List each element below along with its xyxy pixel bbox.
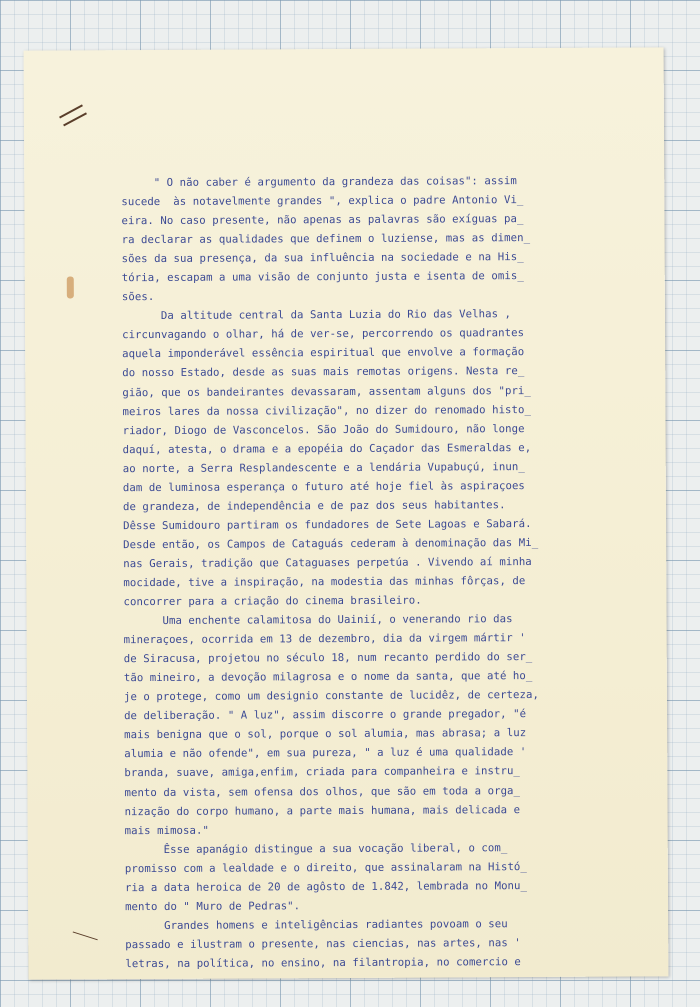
text-line: aquela imponderável essência espiritual que envolve a formação bbox=[122, 345, 525, 361]
text-line: tão mineiro, a devoção milagrosa e o nome da santa, que até ho_ bbox=[123, 669, 533, 685]
text-line: mais benigna que o sol, porque o sol alumia, mas abrasa; a luz bbox=[124, 726, 527, 742]
text-line: de Siracusa, projetou no século 18, num recanto perdido do ser_ bbox=[123, 650, 533, 666]
text-line: do nosso Estado, desde as suas mais remotas origens. Nesta re_ bbox=[122, 364, 525, 380]
text-line: eira. No caso presente, não apenas as palavras são exíguas pa_ bbox=[121, 212, 524, 228]
text-line: mocidade, tive a inspiração, na modestia das minhas fôrças, de bbox=[123, 574, 526, 590]
text-line: Grandes homens e inteligências radiantes povoam o seu bbox=[125, 916, 508, 932]
text-line: riador, Diogo de Vasconcelos. São João do Sumidouro, não longe bbox=[122, 421, 525, 437]
text-line: de deliberação. " A luz", assim discorre o grande pregador, "é bbox=[124, 707, 527, 723]
text-line: passado e ilustram o presente, nas ciencias, nas artes, nas ' bbox=[125, 935, 521, 952]
text-line: Dêsse Sumidouro partiram os fundadores de Sete Lagoas e Sabará. bbox=[123, 516, 532, 533]
text-line: ao norte, a Serra Resplandescente e a lendária Vupabuçú, inun_ bbox=[122, 459, 525, 475]
text-line: je o protege, como um designio constante de lucidêz, de certeza, bbox=[123, 688, 540, 704]
text-line: meiros lares da nossa civilização", no dizer do renomado histo_ bbox=[122, 402, 532, 418]
text-line: mineraçoes, ocorrida em 13 de dezembro, dia da virgem mártir ' bbox=[123, 631, 526, 647]
text-line: " O não caber é argumento da grandeza das coisas": assim bbox=[121, 174, 517, 190]
text-line: mento do " Muro de Pedras". bbox=[125, 899, 301, 913]
text-line: ria a data heroica de 20 de agôsto de 1.842, lembrada no Monu_ bbox=[124, 878, 528, 894]
text-line: mento da vista, sem ofensa dos olhos, que são em toda a orga_ bbox=[124, 783, 521, 799]
text-line: alumia e não ofende", em sua pureza, " a luz é uma qualidade ' bbox=[124, 745, 527, 761]
text-line: promisso com a lealdade e o direito, que assinalaram na Histó_ bbox=[124, 859, 527, 875]
text-line: ra declarar as qualidades que definem o luziense, mas as dimen_ bbox=[121, 231, 531, 247]
text-line: sucede às notavelmente grandes ", explica o padre Antonio Vi_ bbox=[121, 193, 524, 209]
text-line: nização do corpo humano, a parte mais humana, mais delicada e bbox=[124, 802, 521, 818]
typewritten-page bbox=[24, 47, 669, 979]
text-line: Uma enchente calamitosa do Uainií, o venerando rio das bbox=[123, 612, 513, 628]
text-line: sões da sua presença, da sua influência na sociedade e na His_ bbox=[121, 250, 524, 266]
text-line: mais mimosa." bbox=[124, 823, 210, 837]
pen-mark bbox=[63, 112, 87, 126]
text-line: sões. bbox=[121, 290, 155, 304]
rust-stain bbox=[67, 276, 74, 298]
text-line: Da altitude central da Santa Luzia do Rio das Velhas , bbox=[121, 307, 512, 323]
pen-mark bbox=[73, 931, 98, 940]
text-line: gião, que os bandeirantes devassaram, assentam alguns dos "pri_ bbox=[122, 383, 531, 399]
text-line: Desde então, os Campos de Cataguás cederam à denominação das Mi_ bbox=[123, 535, 539, 552]
text-line: letras, na política, no ensino, na filantropia, no comercio e bbox=[125, 955, 521, 971]
text-line: tória, escapam a uma visão de conjunto justa e isenta de omis_ bbox=[121, 269, 524, 285]
text-line: circunvagando o olhar, há de ver-se, percorrendo os quadrantes bbox=[122, 326, 525, 342]
text-line: Êsse apanágio distingue a sua vocação liberal, o com_ bbox=[124, 840, 508, 856]
typewritten-text bbox=[121, 170, 645, 973]
text-line: de grandeza, de independência e de paz dos seus habitantes. bbox=[122, 497, 506, 513]
text-line: dam de luminosa esperança o futuro até hoje fiel às aspiraçoes bbox=[122, 478, 525, 494]
text-line: branda, suave, amiga,enfim, criada para companheira e instru_ bbox=[124, 764, 520, 780]
text-line: concorrer para a criação do cinema brasileiro. bbox=[123, 593, 422, 609]
text-line: nas Gerais, tradição que Cataguases perpetúa . Vivendo aí minha bbox=[123, 554, 532, 571]
text-line: daquí, atesta, o drama e a epopéia do Caçador das Esmeraldas e, bbox=[122, 440, 532, 456]
